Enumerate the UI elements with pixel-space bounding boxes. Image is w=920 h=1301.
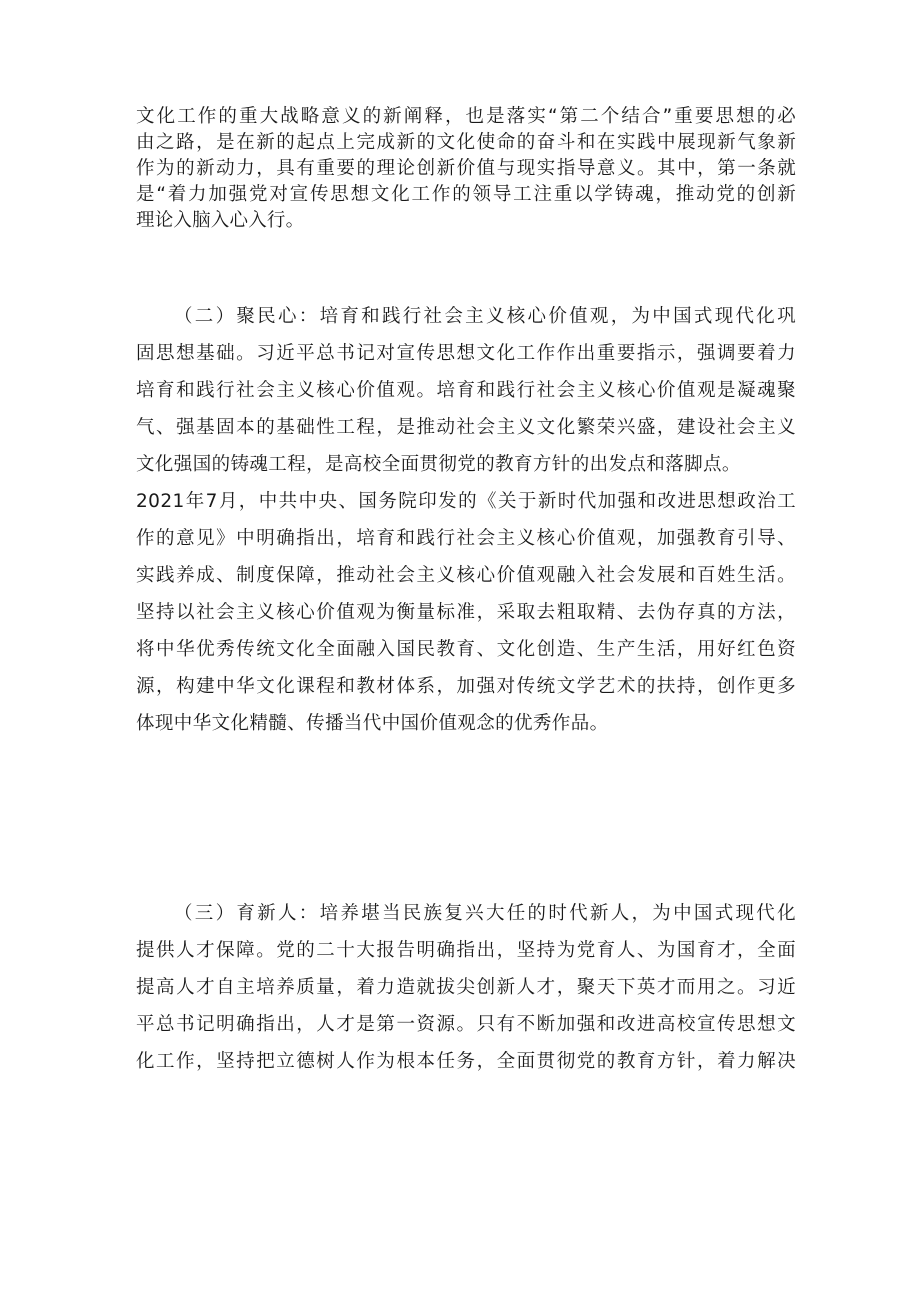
text-line: 是“着力加强党对宣传思想文化工作的领导工注重以学铸魂，推动党的创新	[136, 184, 796, 205]
text-line: 坚持以社会主义核心价值观为衡量标准，采取去粗取精、去伪存真的方法，	[136, 602, 796, 623]
text-line: 将中华优秀传统文化全面融入国民教育、文化创造、生产生活，用好红色资	[136, 639, 796, 660]
text-line: 平总书记明确指出，人才是第一资源。只有不断加强和改进高校宣传思想文	[136, 1014, 796, 1035]
text-line: 体现中华文化精髓、传播当代中国价值观念的优秀作品。	[136, 713, 609, 734]
text-line: 源，构建中华文化课程和教材体系，加强对传统文学艺术的扶持，创作更多	[136, 676, 796, 697]
text-line: （三）育新人：培养堪当民族复兴大任的时代新人，为中国式现代化	[174, 903, 796, 924]
text-line: 作为的新动力，具有重要的理论创新价值与现实指导意义。其中，第一条就	[136, 158, 796, 179]
text-line: 文化工作的重大战略意义的新阐释，也是落实“第二个结合”重要思想的必	[136, 106, 796, 127]
text-line: 固思想基础。习近平总书记对宣传思想文化工作作出重要指示，强调要着力	[136, 343, 796, 364]
text-line: 由之路，是在新的起点上完成新的文化使命的奋斗和在实践中展现新气象新	[136, 132, 796, 153]
text-line: 理论入脑入心入行。	[136, 210, 305, 231]
text-line: 气、强基固本的基础性工程，是推动社会主义文化繁荣兴盛，建设社会主义	[136, 417, 796, 438]
text-line: 提供人才保障。党的二十大报告明确指出，坚持为党育人、为国育才，全面	[136, 940, 796, 961]
text-line: 化工作，坚持把立德树人作为根本任务，全面贯彻党的教育方针，着力解决	[136, 1051, 796, 1072]
text-line: 2021年7月，中共中央、国务院印发的《关于新时代加强和改进思想政治工	[136, 491, 796, 512]
text-line: 作的意见》中明确指出，培育和践行社会主义核心价值观，加强教育引导、	[136, 528, 796, 549]
text-line: （二）聚民心：培育和践行社会主义核心价值观，为中国式现代化巩	[174, 306, 796, 327]
text-line: 实践养成、制度保障，推动社会主义核心价值观融入社会发展和百姓生活。	[136, 565, 796, 586]
text-line: 文化强国的铸魂工程，是高校全面贯彻党的教育方针的出发点和落脚点。	[136, 454, 741, 475]
text-line: 提高人才自主培养质量，着力造就拔尖创新人才，聚天下英才而用之。习近	[136, 977, 796, 998]
text-line: 培育和践行社会主义核心价值观。培育和践行社会主义核心价值观是凝魂聚	[136, 380, 796, 401]
